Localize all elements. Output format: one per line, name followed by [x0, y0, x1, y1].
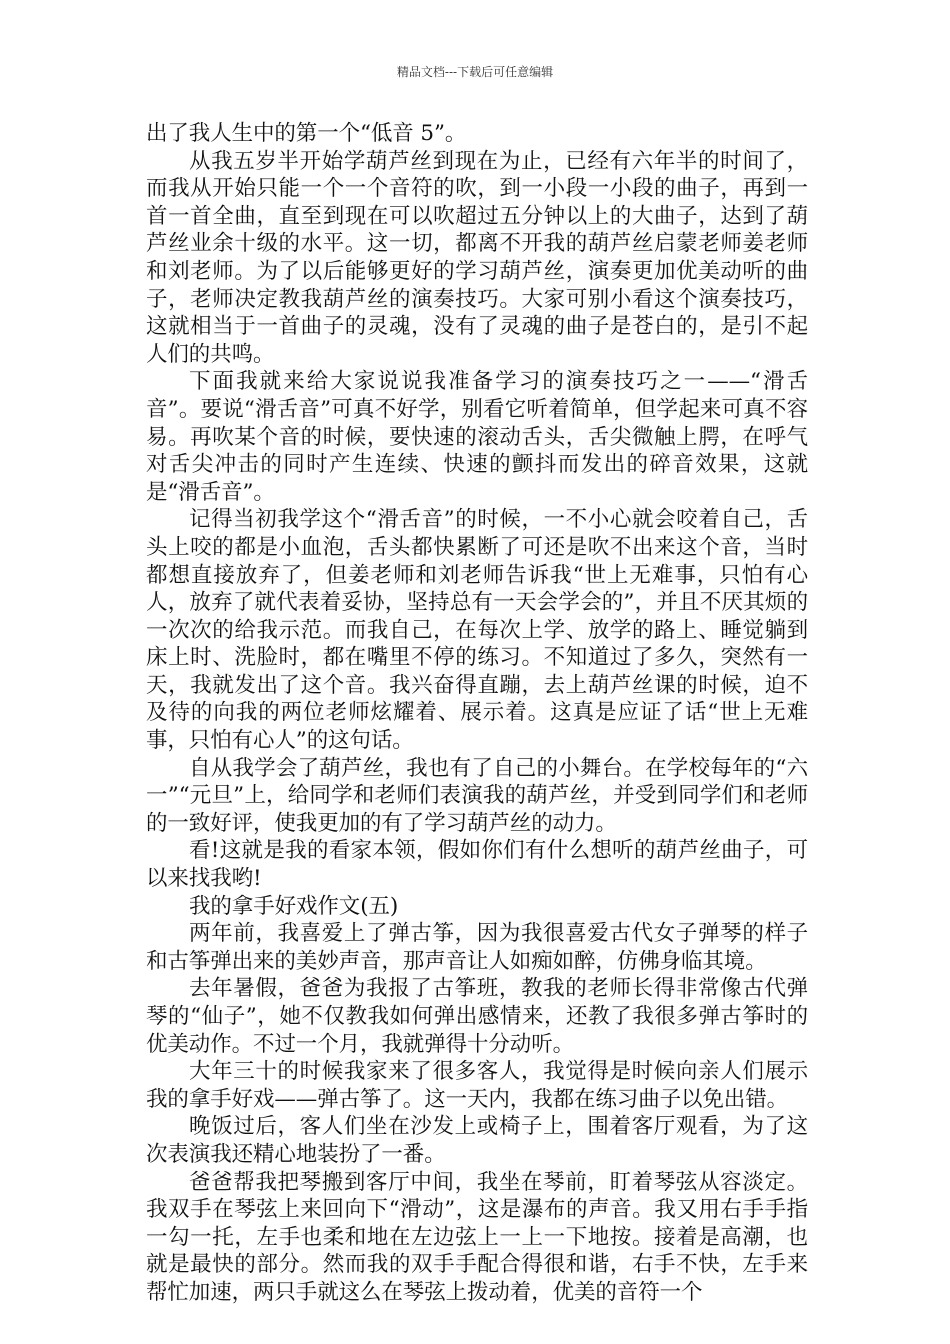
paragraph: 记得当初我学这个“滑舌音”的时候，一不小心就会咬着自己，舌头上咬的都是小血泡，舌头都快累断了可还是吹不出来这个音，当时都想直接放弃了，但姜老师和刘老师告诉我“世上无难事，只怕有心人，放弃了就代表着妥协，坚持总有一天会学会的”，并且不厌其烦的一次次的给我示范。而我自己，在每次上学、放学的路上、睡觉躺到床上时、洗脸时，都在嘴里不停的练习。不知道过了多久，突然有一天，我就发出了这个音。我兴奋得直蹦，去上葫芦丝课的时候，迫不及待的向我的两位老师炫耀着、展示着。这真是应证了话“世上无难事，只怕有心人”的这句话。	[146, 507, 808, 754]
section-title: 我的拿手好戏作文(五)	[189, 893, 399, 919]
paragraph: 下面我就来给大家说说我准备学习的演奏技巧之一——“滑舌音”。要说“滑舌音”可真不好学，别看它听着简单，但学起来可真不容易。再吹某个音的时候，要快速的滚动舌头，舌尖微触上腭，在呼气对舌尖冲击的同时产生连续、快速的颤抖而发出的碎音效果，这就是“滑舌音”。	[146, 369, 808, 505]
paragraph: 看!这就是我的看家本领，假如你们有什么想听的葫芦丝曲子，可以来找我哟!	[146, 838, 808, 892]
document-body	[146, 120, 808, 1307]
paragraph: 大年三十的时候我家来了很多客人，我觉得是时候向亲人们展示我的拿手好戏——弹古筝了。这一天内，我都在练习曲子以免出错。	[146, 1059, 808, 1112]
paragraph: 爸爸帮我把琴搬到客厅中间，我坐在琴前，盯着琴弦从容淡定。我双手在琴弦上来回向下“滑动”，这是瀑布的声音。我又用右手手指一勾一托，左手也柔和地在左边弦上一上一下地按。接着是高潮，也就是最快的部分。然而我的双手手配合得很和谐，右手不快，左手来帮忙加速，两只手就这么在琴弦上拨动着，优美的音符一个	[146, 1169, 808, 1305]
paragraph: 两年前，我喜爱上了弹古筝，因为我很喜爱古代女子弹琴的样子和古筝弹出来的美妙声音，那声音让人如痴如醉，仿佛身临其境。	[146, 921, 808, 974]
paragraph: 自从我学会了葫芦丝，我也有了自己的小舞台。在学校每年的“六一”“元旦”上，给同学和老师们表演我的葫芦丝，并受到同学们和老师的一致好评，使我更加的有了学习葫芦丝的动力。	[146, 755, 808, 836]
paragraph: 晚饭过后，客人们坐在沙发上或椅子上，围着客厅观看，为了这次表演我还精心地装扮了一番。	[146, 1114, 808, 1167]
paragraph-continuation: 出了我人生中的第一个“低音 5”。	[146, 121, 467, 146]
paragraph: 去年暑假，爸爸为我报了古筝班，教我的老师长得非常像古代弹琴的“仙子”，她不仅教我如何弹出感情来，还教了我很多弹古筝时的优美动作。不过一个月，我就弹得十分动听。	[146, 976, 808, 1057]
paragraph: 从我五岁半开始学葫芦丝到现在为止，已经有六年半的时间了，而我从开始只能一个一个音符的吹，到一小段一小段的曲子，再到一首一首全曲，直至到现在可以吹超过五分钟以上的大曲子，达到了葫芦丝业余十级的水平。这一切，都离不开我的葫芦丝启蒙老师姜老师和刘老师。为了以后能够更好的学习葫芦丝，演奏更加优美动听的曲子，老师决定教我葫芦丝的演奏技巧。大家可别小看这个演奏技巧，这就相当于一首曲子的灵魂，没有了灵魂的曲子是苍白的，是引不起人们的共鸣。	[146, 148, 808, 367]
page-header: 精品文档---下载后可任意编辑	[396, 65, 554, 79]
